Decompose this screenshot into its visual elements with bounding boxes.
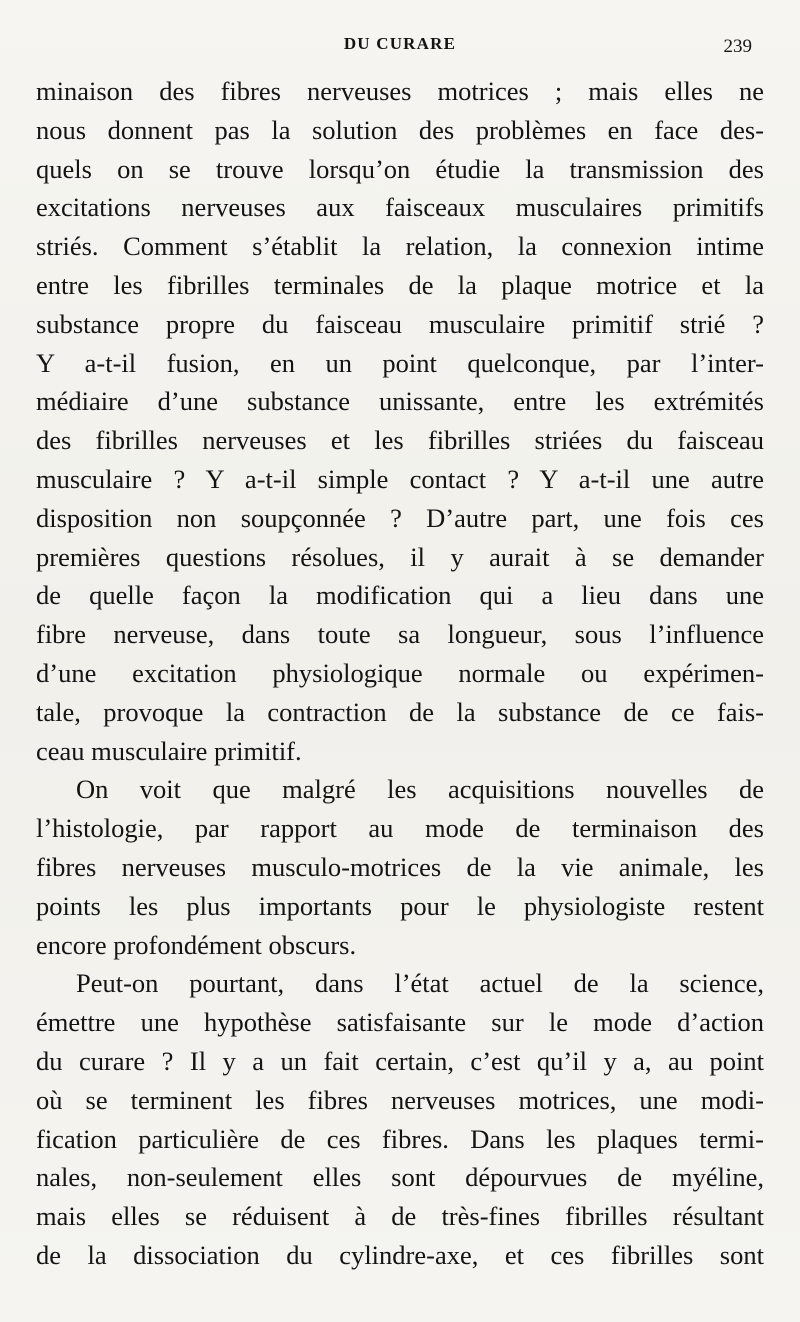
- text-line: points les plus importants pour le physiologiste restent: [36, 890, 764, 921]
- text-line: disposition non soupçonnée ? D’autre part, une fois ces: [36, 502, 764, 533]
- text-line: On voit que malgré les acquisitions nouvelles de: [76, 774, 764, 805]
- text-line: encore profondément obscurs.: [36, 929, 357, 960]
- running-title: DU CURARE: [343, 34, 457, 53]
- text-line: entre les fibrilles terminales de la plaque motrice et la: [36, 269, 764, 300]
- text-line: de quelle façon la modification qui a lieu dans une: [36, 580, 764, 611]
- text-line: médiaire d’une substance unissante, entre les extrémités: [36, 386, 764, 417]
- body-text: [36, 72, 764, 1275]
- running-header: [0, 34, 800, 58]
- page-number: 239: [723, 36, 752, 57]
- text-line: musculaire ? Y a-t-il simple contact ? Y a-t-il une autre: [36, 463, 764, 494]
- text-line: de la dissociation du cylindre-axe, et ces fibrilles sont: [36, 1239, 764, 1270]
- text-line: ceau musculaire primitif.: [36, 735, 302, 766]
- text-line: minaison des fibres nerveuses motrices ; mais elles ne: [36, 76, 764, 106]
- text-line: nales, non-seulement elles sont dépourvues de myéline,: [36, 1162, 764, 1193]
- text-line: tale, provoque la contraction de la substance de ce fais-: [36, 696, 764, 727]
- text-line: nous donnent pas la solution des problèmes en face des-: [36, 114, 764, 145]
- text-line: fibres nerveuses musculo-motrices de la vie animale, les: [36, 851, 764, 882]
- text-line: Y a-t-il fusion, en un point quelconque, par l’inter-: [36, 347, 764, 378]
- text-line: striés. Comment s’établit la relation, la connexion intime: [36, 231, 764, 262]
- text-line: d’une excitation physiologique normale ou expérimen-: [36, 657, 764, 688]
- text-line: émettre une hypothèse satisfaisante sur le mode d’action: [36, 1007, 764, 1038]
- text-line: fibre nerveuse, dans toute sa longueur, sous l’influence: [36, 619, 764, 650]
- text-line: l’histologie, par rapport au mode de terminaison des: [36, 813, 764, 844]
- text-line: quels on se trouve lorsqu’on étudie la transmission des: [36, 153, 764, 184]
- text-line: fication particulière de ces fibres. Dans les plaques termi-: [36, 1123, 764, 1154]
- text-line: excitations nerveuses aux faisceaux musculaires primitifs: [36, 192, 764, 223]
- text-line: premières questions résolues, il y aurait à se demander: [36, 541, 764, 572]
- text-line: substance propre du faisceau musculaire primitif strié ?: [36, 308, 764, 339]
- text-line: du curare ? Il y a un fait certain, c’est qu’il y a, au point: [36, 1045, 764, 1076]
- text-line: des fibrilles nerveuses et les fibrilles striées du faisceau: [36, 425, 764, 456]
- text-line: Peut-on pourtant, dans l’état actuel de la science,: [76, 968, 764, 999]
- text-line: mais elles se réduisent à de très-fines fibrilles résultant: [36, 1201, 764, 1232]
- text-line: où se terminent les fibres nerveuses motrices, une modi-: [36, 1084, 764, 1115]
